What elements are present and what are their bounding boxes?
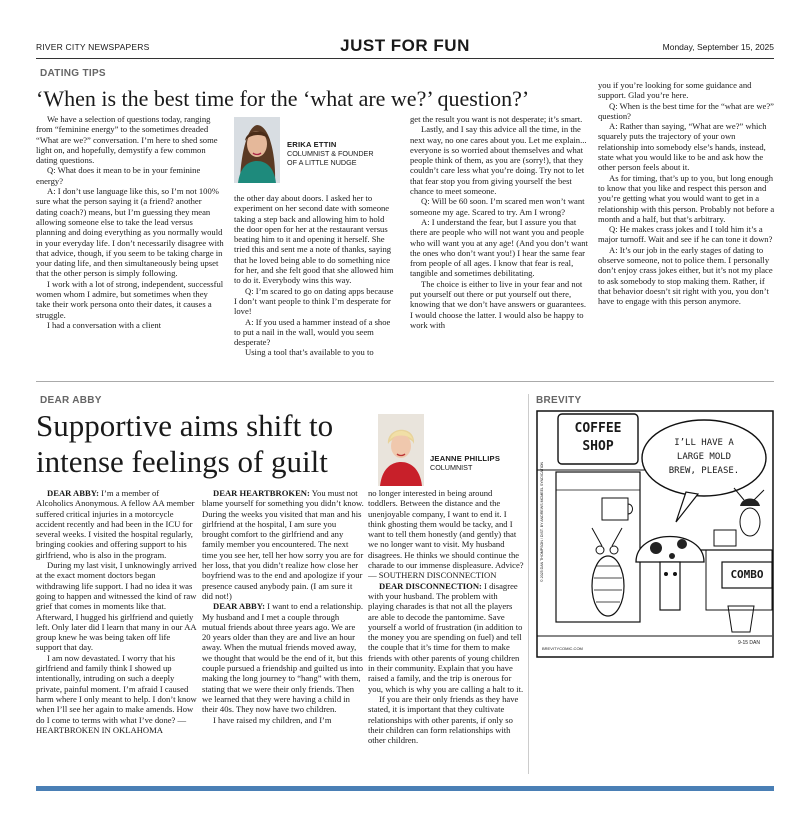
coffee-shop-sign (560, 420, 636, 456)
issue-date: Monday, September 15, 2025 (662, 42, 774, 52)
paragraph: I had a conversation with a client (47, 319, 162, 330)
letter-salutation: DEAR ABBY: (47, 488, 99, 498)
speech-line: I’LL HAVE A (674, 438, 734, 448)
paragraph: A: It’s our job in the early stages of dating to observe someone, not to police them. I personally don’t enjoy crass jokes either, but it’s not my place to ask somebody to stop making them. Rather, if that behavior doesn’t sit right with you, you don’t have to engage with this person anymore. (598, 244, 773, 307)
author-title: OF A LITTLE NUDGE (287, 158, 357, 167)
comic-signature: 9-15 DAN (738, 640, 760, 646)
paragraph: Q: I’m scared to go on dating apps because I don’t want people to think I’m desperate for love! (234, 285, 394, 317)
paragraph: I have raised my children, and I’m (213, 714, 332, 725)
speech-bubble-text (648, 436, 760, 478)
section-title: JUST FOR FUN (340, 36, 470, 55)
author-title: COLUMNIST & FOUNDER (287, 149, 374, 158)
author-name: JEANNE PHILLIPS (430, 454, 501, 463)
publisher-name: RIVER CITY NEWSPAPERS (36, 42, 150, 52)
dating-tips-column-2 (234, 193, 396, 378)
paragraph: I am now devastated. I worry that his girlfriend and family think I showed up intentionally, intruding on such a deeply private, painful moment. I’m afraid I caused harm where I only meant to help. I don’t know when I’ll see her again to make amends. How do I come to terms with what I’ve done? — HEARTBROKEN IN OKLAHOMA (36, 652, 197, 735)
header-divider (36, 58, 774, 59)
paragraph: you if you’re looking for some guidance and support. Glad you’re here. (598, 80, 752, 101)
dear-abby-byline (430, 454, 500, 472)
sign-line: COFFEE (574, 421, 622, 436)
paragraph: I work with a lot of strong, independent, successful women whom I admire, but sometimes when they take their work persona onto their dates, it causes a struggle. (36, 278, 224, 320)
paragraph: Q: What does it mean to be in your feminine energy? (36, 165, 201, 186)
author-name: ERIKA ETTIN (287, 140, 337, 149)
dating-tips-column-4 (598, 80, 776, 378)
comic-credit: BREVITYCOMIC.COM (542, 646, 583, 651)
author-title: COLUMNIST (430, 463, 473, 472)
dating-tips-column-1 (36, 114, 224, 378)
brevity-label: BREVITY (536, 395, 582, 406)
paragraph: During my last visit, I unknowingly arrived at the exact moment doctors began withdrawing life support. I had no idea it was going to happen and witnessed the kind of raw grief that comes in moments like that. Afterward, I hugged his girlfriend and quietly left. Only later did I learn that many in our AA group knew he was being taken off life support that day. (36, 560, 197, 653)
page-footer-bar (36, 786, 774, 791)
paragraph: Using a tool that’s available to you to (245, 347, 374, 358)
paragraph: Q: He makes crass jokes and I told him it’s a major turnoff. Wait and see if he can tone it down? (598, 224, 773, 245)
speech-line: BREW, PLEASE. (668, 466, 740, 476)
dear-abby-column-3 (368, 488, 524, 778)
dear-abby-label: DEAR ABBY (40, 395, 102, 406)
paragraph: If you are their only friends as they have stated, it is important that they cultivate relationships with other parents, if only so their children can form relationships with other children. (368, 693, 519, 746)
paragraph: no longer interested in being around toddlers. Between the distance and the unenjoyable company, I want to end it. I think ghosting them would be tacky, and I want to tell them honestly (and gently) that we no longer want to visit. My husband disagrees. He thinks we should continue the charade to our immense displeasure. Advice? — SOUTHERN DISCONNECTION (368, 488, 524, 581)
dating-tips-headline: ‘When is the best time for the ‘what are we?’ question?’ (36, 86, 530, 111)
letter-salutation: DEAR DISCONNECTION: (379, 580, 482, 591)
dear-abby-column-1 (36, 488, 198, 778)
paragraph: I want to end a relationship. My husband and I met a couple through mutual friends about three years ago. We are 20 years older than they are and live an hour away. When the mutual friends moved away, we thought that would be the end of it, but this couple pursued a friendship and guilted us into making the long journey to “hang” with them, stating that we were their only friends. Then we learned that they were having a child in their 40s. They now have two children. (202, 601, 364, 715)
dating-tips-byline (287, 140, 374, 167)
comic-copyright: © 2025 DAN THOMPSON / DIST. BY ANDREWS MCMEEL SYNDICATION (540, 461, 544, 582)
page-header (36, 36, 774, 58)
letter-salutation: DEAR ABBY: (213, 601, 265, 612)
letter-salutation: DEAR HEARTBROKEN: (213, 488, 310, 498)
dating-tips-column-3 (410, 114, 588, 378)
author-photo-erika-ettin (234, 117, 280, 183)
column-divider (528, 394, 529, 774)
brevity-comic-panel (536, 410, 774, 658)
paragraph: Q: Will be 60 soon. I’m scared men won’t want someone my age. Scared to try. Am I wrong? (410, 196, 585, 217)
paragraph: A: Rather than saying, “What are we?” which squarely puts the trajectory of your own relationship into somebody else’s hands, instead, state what you would like to be and ask how the other person feels about it. (598, 121, 767, 173)
paragraph: the other day about doors. I asked her to experiment on her second date with someone taking a step back and allowing him to hold the door open for her at the restaurant versus beating him to it and opening it herself. She tried this and sent me a note of thanks, saying that he loved being able to do something nice for her, and she felt good that she allowed him to do it. Everybody wins this way. (234, 193, 394, 286)
combo-sign: COMBO (730, 568, 764, 581)
paragraph: You must not blame yourself for something you didn’t know. During the weeks you visited that man and his girlfriend at the hospital, I am sure you brought comfort to the girlfriend and any family member you encountered. The next time you see her, tell her how sorry you are for her loss, that you didn’t realize how close her boyfriend was to the end and apologize if your presence caused anybody pain. (I am sure it did not!) (202, 488, 364, 601)
paragraph: I’m a member of Alcoholics Anonymous. A fellow AA member suffered critical injuries in a motorcycle accident recently and had been in the ICU for several weeks. I visited the hospital regularly, bringing cookies and offering support to his girlfriend, who is also in the program. (36, 488, 195, 560)
dear-abby-headline: Supportive aims shift to intense feelings of guilt (36, 408, 334, 479)
paragraph: I disagree with your husband. The problem with playing charades is that not all the players are able to decode the pantomime. Save yourself a world of frustration (in addition to the money you are spending on fuel) and tell the couple that it’s time for them to make friends with other parents of young children in their community. Explain that you have raised a family, and the trip is onerous for you, which is why you are calling a halt to it. (368, 580, 524, 694)
speech-line: LARGE MOLD (676, 452, 732, 462)
paragraph: The choice is either to live in your fear and not put yourself out there or put yourself out there, knowing that we don’t have answers or guarantees. I would choose the latter. I would also be happy to work with (410, 278, 586, 330)
sign-line: SHOP (582, 439, 614, 454)
paragraph: Lastly, and I say this advice all the time, in the next way, no one cares about you. Let me explain... everyone is so worried about themselves and what people think of them, as you are (sorry!), that they couldn’t care less what you’re doing. Try not to let that fear stop you from giving yourself the best chance to meet someone. (410, 124, 587, 197)
paragraph: A: I don’t use language like this, so I’m not 100% sure what the person saying it (a friend? another dating coach?) means, but I’m guessing they mean allowing someone else to take the lead versus planning and doing everything as you normally would in your everyday life. I don’t necessarily disagree with that advice, though, if you seem to be taking charge in your dating life, and then simultaneously being upset that the other person is simply following. (36, 186, 224, 279)
section-divider (36, 381, 774, 382)
paragraph: A: If you used a hammer instead of a shoe to put a nail in the wall, would you seem desperate? (234, 316, 391, 348)
author-photo-jeanne-phillips (378, 414, 424, 486)
paragraph: We have a selection of questions today, ranging from “feminine energy” to the sometimes dreaded “What are we?” conversation. I’m here to shed some light on, and hopefully, demystify a few common dating questions. (36, 114, 218, 166)
paragraph: As for timing, that’s up to you, but long enough to know that you like and respect this person and you’re getting what you would want to get in a relationship with this person. Probably not before a month and a half, but that’s arbitrary. (598, 172, 775, 224)
dating-tips-label: DATING TIPS (40, 68, 106, 79)
paragraph: get the result you want is not desperate; it’s smart. (410, 114, 583, 124)
dear-abby-column-2 (202, 488, 364, 778)
paragraph: A: I understand the fear, but I assure you that there are people who will not want you and people who will want you at any age! (And you don’t want the ones who don’t want you!) I hear the same fear from people of all ages. I know that fear is real, tangible and sometimes debilitating. (410, 216, 588, 279)
paragraph: Q: When is the best time for the “what are we?” question? (598, 100, 774, 121)
